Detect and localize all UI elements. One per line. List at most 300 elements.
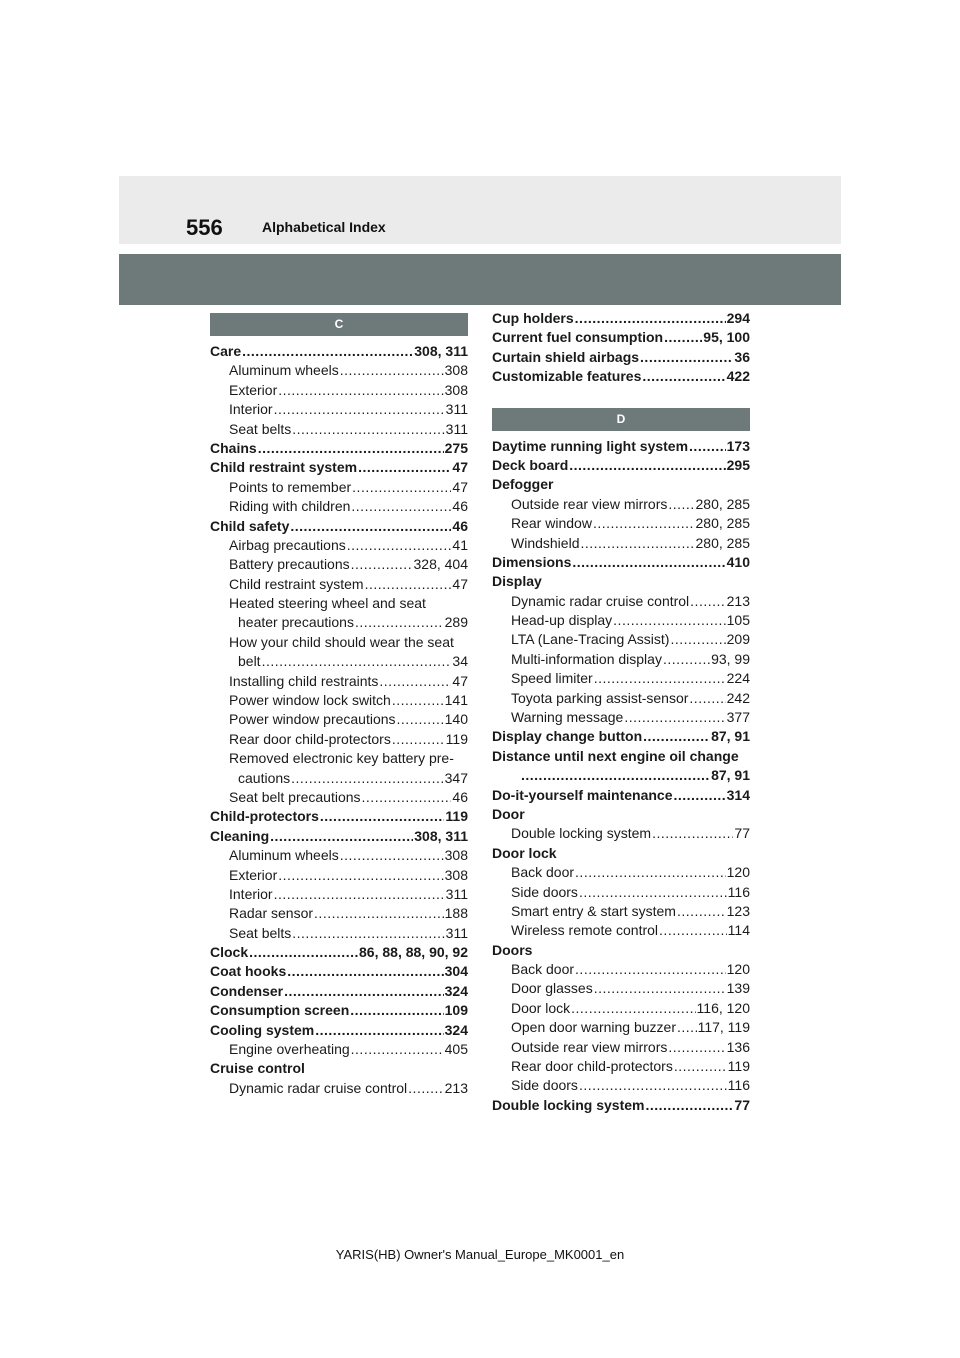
index-entry-pages: 311	[445, 885, 468, 902]
index-entry-pages: 347	[444, 769, 468, 786]
index-entry-label: Double locking system	[511, 825, 652, 842]
index-entry-label: Smart entry & start system	[511, 902, 676, 919]
dot-leader	[670, 630, 725, 649]
dot-leader	[652, 824, 733, 843]
dot-leader	[358, 458, 451, 477]
index-entry	[210, 536, 468, 555]
dot-leader	[579, 1076, 727, 1095]
dot-leader	[668, 1038, 725, 1057]
index-entry	[210, 1040, 468, 1059]
index-entry-label: Warning message	[511, 709, 624, 726]
index-entry	[492, 980, 750, 999]
index-letter-heading: D	[492, 408, 750, 431]
index-entry	[210, 381, 468, 400]
index-entry	[210, 963, 468, 982]
dot-leader	[674, 1057, 727, 1076]
index-entry	[210, 769, 468, 788]
header-band	[119, 254, 841, 305]
dot-leader	[270, 827, 413, 846]
index-entry-pages: 308, 311	[414, 827, 468, 844]
index-entry	[492, 669, 750, 688]
index-entry-label: Aluminum wheels	[229, 847, 339, 864]
index-entry-label: Seat belts	[229, 420, 292, 437]
index-entry	[492, 941, 750, 960]
index-entry	[210, 575, 468, 594]
index-entry-pages: 119	[445, 730, 468, 747]
dot-leader	[521, 766, 710, 785]
index-entry-pages: 116	[727, 1077, 750, 1094]
index-entry-label: Dynamic radar cruise control	[511, 592, 690, 609]
index-entry	[492, 824, 750, 843]
dot-leader	[668, 495, 694, 514]
dot-leader	[575, 863, 726, 882]
index-entry	[492, 747, 750, 766]
index-entry-pages: 46	[452, 517, 468, 534]
index-entry	[210, 982, 468, 1001]
index-entry	[492, 1018, 750, 1037]
index-entry-pages: 213	[726, 592, 750, 609]
index-entry-label: Seat belt precautions	[229, 788, 361, 805]
dot-leader	[580, 534, 694, 553]
index-entry-pages: 280, 285	[695, 515, 750, 532]
dot-leader	[292, 420, 444, 439]
index-entry-pages: 141	[444, 692, 468, 709]
dot-leader	[315, 1021, 443, 1040]
dot-leader	[278, 381, 443, 400]
dot-leader	[278, 866, 443, 885]
index-entry-label: Deck board	[492, 456, 569, 473]
index-entry	[210, 439, 468, 458]
index-entry-pages: 34	[452, 653, 468, 670]
dot-leader	[690, 592, 725, 611]
dot-leader	[320, 807, 445, 826]
index-entry-label: Door lock	[511, 999, 571, 1016]
index-gap	[492, 387, 750, 408]
dot-leader	[292, 924, 444, 943]
index-entry-pages: 209	[726, 631, 750, 648]
index-entry	[492, 766, 750, 785]
index-entry	[492, 650, 750, 669]
dot-leader	[314, 904, 444, 923]
index-entry-label: Speed limiter	[511, 670, 593, 687]
index-entry	[210, 361, 468, 380]
index-entry-label: Cooling system	[210, 1021, 315, 1038]
dot-leader	[642, 367, 725, 386]
index-entry-label: Do-it-yourself maintenance	[492, 786, 673, 803]
index-entry-label: Side doors	[511, 1077, 578, 1094]
index-entry-label: Child restraint system	[210, 459, 358, 476]
index-entry-label: Dimensions	[492, 553, 572, 570]
index-entry	[210, 652, 468, 671]
dot-leader	[392, 730, 445, 749]
index-entry	[492, 1096, 750, 1115]
index-entry-pages: 280, 285	[695, 534, 750, 551]
index-entry-label: Door glasses	[511, 980, 593, 997]
index-entry	[210, 517, 468, 536]
index-entry-label: Cleaning	[210, 827, 270, 844]
index-entry-label: Double locking system	[492, 1096, 645, 1113]
index-entry	[492, 534, 750, 553]
index-entry-pages: 116	[727, 883, 750, 900]
index-entry-pages: 46	[452, 788, 468, 805]
index-entry-label: heater precautions	[238, 614, 354, 631]
dot-leader	[624, 708, 725, 727]
dot-leader	[340, 846, 444, 865]
index-entry-pages: 377	[726, 709, 750, 726]
index-entry	[492, 572, 750, 591]
dot-leader	[575, 309, 726, 328]
index-entry-pages: 188	[444, 905, 468, 922]
index-entry-label: Cup holders	[492, 309, 574, 326]
dot-leader	[351, 555, 413, 574]
index-entry-pages: 119	[445, 808, 468, 825]
index-entry-pages: 328, 404	[413, 556, 468, 573]
index-entry-pages: 109	[444, 1002, 468, 1019]
index-entry	[210, 807, 468, 826]
dot-leader	[689, 437, 726, 456]
index-entry-pages: 114	[727, 922, 750, 939]
dot-leader	[613, 611, 725, 630]
index-entry-label: Clock	[210, 944, 249, 961]
index-entry-label: Door lock	[492, 844, 557, 861]
index-entry-label: Wireless remote control	[511, 922, 659, 939]
index-entry	[210, 672, 468, 691]
index-entry-pages: 47	[452, 459, 468, 476]
index-entry-pages: 36	[734, 348, 750, 365]
index-entry-pages: 295	[726, 456, 750, 473]
index-entry-pages: 308	[444, 847, 468, 864]
index-entry	[210, 866, 468, 885]
index-entry-pages: 139	[726, 980, 750, 997]
index-entry-label: Chains	[210, 439, 257, 456]
dot-leader	[258, 439, 444, 458]
dot-leader	[242, 342, 413, 361]
index-entry	[210, 691, 468, 710]
index-entry-label: Care	[210, 342, 242, 359]
index-entry-pages: 41	[452, 536, 468, 553]
index-entry	[210, 788, 468, 807]
dot-leader	[340, 361, 444, 380]
index-entry-label: Doors	[492, 941, 533, 958]
index-entry-label: Child-protectors	[210, 808, 319, 825]
index-entry-label: Toyota parking assist-sensor	[511, 689, 689, 706]
index-entry	[210, 497, 468, 516]
index-entry-pages: 311	[445, 401, 468, 418]
index-entry-label: Exterior	[229, 866, 278, 883]
index-entry	[492, 863, 750, 882]
index-entry-label: Outside rear view mirrors	[511, 1038, 668, 1055]
index-entry-pages: 47	[452, 575, 468, 592]
dot-leader	[347, 536, 452, 555]
index-entry-label: Windshield	[511, 534, 580, 551]
dot-leader	[659, 921, 727, 940]
index-entry-pages: 173	[726, 437, 750, 454]
index-entry-label: Defogger	[492, 476, 554, 493]
index-entry	[210, 924, 468, 943]
index-entry-pages: 77	[734, 1096, 750, 1113]
index-entry-label: Outside rear view mirrors	[511, 495, 668, 512]
index-entry-label: Customizable features	[492, 368, 642, 385]
index-entry-pages: 405	[444, 1041, 468, 1058]
index-entry-pages: 123	[726, 902, 750, 919]
index-entry	[210, 885, 468, 904]
index-entry	[492, 805, 750, 824]
dot-leader	[569, 456, 725, 475]
dot-leader	[645, 1096, 733, 1115]
index-entry-label: Dynamic radar cruise control	[229, 1079, 408, 1096]
dot-leader	[274, 400, 445, 419]
dot-leader	[579, 883, 727, 902]
index-entry	[492, 309, 750, 328]
index-entry-label: Display	[492, 573, 542, 590]
index-entry	[492, 553, 750, 572]
index-entry	[492, 592, 750, 611]
index-entry-pages: 105	[726, 612, 750, 629]
index-entry-pages: 116, 120	[696, 999, 750, 1016]
index-entry	[210, 342, 468, 361]
index-column-right	[492, 309, 750, 1115]
index-entry-label: Interior	[229, 401, 273, 418]
dot-leader	[379, 672, 451, 691]
index-entry-label: Radar sensor	[229, 905, 314, 922]
index-entry	[210, 846, 468, 865]
index-entry-label: Power window precautions	[229, 711, 396, 728]
index-entry-pages: 410	[726, 553, 750, 570]
index-entry-label: Interior	[229, 885, 273, 902]
index-entry	[492, 1038, 750, 1057]
index-entry-pages: 224	[726, 670, 750, 687]
index-entry-label: Multi-information display	[511, 650, 662, 667]
index-entry	[492, 960, 750, 979]
index-entry-label: Side doors	[511, 883, 578, 900]
dot-leader	[594, 669, 726, 688]
dot-leader	[291, 769, 443, 788]
index-entry-label: Curtain shield airbags	[492, 348, 640, 365]
dot-leader	[274, 885, 445, 904]
index-entry-label: Heated steering wheel and seat	[229, 595, 426, 612]
index-entry	[492, 844, 750, 863]
dot-leader	[355, 613, 444, 632]
dot-leader	[593, 514, 695, 533]
index-entry	[210, 400, 468, 419]
dot-leader	[392, 691, 444, 710]
dot-leader	[365, 575, 452, 594]
index-entry-pages: 422	[726, 368, 750, 385]
index-entry-pages: 275	[444, 439, 468, 456]
index-entry	[492, 367, 750, 386]
index-entry-label: Riding with children	[229, 498, 351, 515]
index-entry-pages: 95, 100	[703, 329, 750, 346]
index-entry	[210, 1021, 468, 1040]
index-entry	[492, 921, 750, 940]
dot-leader	[362, 788, 452, 807]
index-entry	[492, 611, 750, 630]
index-entry	[210, 478, 468, 497]
index-entry-pages: 46	[452, 498, 468, 515]
index-entry-pages: 136	[726, 1038, 750, 1055]
index-entry-label: Open door warning buzzer	[511, 1019, 676, 1036]
index-entry-pages: 280, 285	[695, 495, 750, 512]
dot-leader	[397, 710, 444, 729]
index-entry-pages: 308	[444, 381, 468, 398]
dot-leader	[572, 553, 725, 572]
index-entry-label: Airbag precautions	[229, 536, 346, 553]
index-entry-label: Head-up display	[511, 612, 613, 629]
section-title: Alphabetical Index	[262, 219, 386, 235]
index-entry-label: Seat belts	[229, 924, 292, 941]
index-entry	[492, 1076, 750, 1095]
index-entry-pages: 120	[726, 864, 750, 881]
index-entry	[492, 475, 750, 494]
index-entry-pages: 87, 91	[711, 728, 750, 745]
index-entry	[210, 904, 468, 923]
index-entry	[210, 730, 468, 749]
index-entry	[210, 420, 468, 439]
index-entry-pages: 87, 91	[711, 767, 750, 784]
index-entry-label: Rear window	[511, 515, 592, 532]
index-entry	[210, 633, 468, 652]
dot-leader	[664, 328, 702, 347]
dot-leader	[350, 1001, 443, 1020]
dot-leader	[575, 960, 726, 979]
index-entry-label: Points to remember	[229, 478, 352, 495]
index-entry	[492, 786, 750, 805]
dot-leader	[640, 348, 733, 367]
index-entry-pages: 308, 311	[414, 342, 468, 359]
index-entry-pages: 304	[444, 963, 468, 980]
index-letter-heading: C	[210, 313, 468, 336]
index-entry-pages: 311	[445, 420, 468, 437]
index-entry-pages: 140	[444, 711, 468, 728]
index-entry	[492, 883, 750, 902]
index-entry-pages: 86, 88, 88, 90, 92	[359, 944, 468, 961]
index-entry	[210, 943, 468, 962]
index-entry-label: Rear door child-protectors	[511, 1058, 673, 1075]
dot-leader	[351, 1040, 444, 1059]
index-entry	[492, 456, 750, 475]
index-entry-label: Distance until next engine oil change	[492, 747, 739, 764]
index-entry-label: Back door	[511, 864, 575, 881]
index-entry-label: Door	[492, 805, 525, 822]
index-column-left	[210, 313, 468, 1098]
index-entry-pages: 47	[452, 672, 468, 689]
dot-leader	[677, 1018, 697, 1037]
index-entry-label: How your child should wear the seat	[229, 633, 454, 650]
dot-leader	[663, 650, 710, 669]
dot-leader	[290, 517, 451, 536]
index-entry-label: Consumption screen	[210, 1002, 350, 1019]
index-entry-label: Cruise control	[210, 1060, 305, 1077]
index-entry	[210, 458, 468, 477]
index-entry-label: Coat hooks	[210, 963, 287, 980]
index-entry	[210, 594, 468, 613]
index-entry-label: Aluminum wheels	[229, 362, 339, 379]
index-entry-pages: 289	[444, 614, 468, 631]
index-entry-label: Child restraint system	[229, 575, 364, 592]
index-entry-label: Exterior	[229, 381, 278, 398]
index-entry-label: LTA (Lane-Tracing Assist)	[511, 631, 670, 648]
index-entry-pages: 213	[444, 1079, 468, 1096]
dot-leader	[689, 689, 725, 708]
index-entry	[492, 514, 750, 533]
index-entry-pages: 308	[444, 362, 468, 379]
index-entry	[492, 1057, 750, 1076]
index-entry	[210, 827, 468, 846]
page-header	[119, 176, 841, 244]
dot-leader	[571, 999, 695, 1018]
dot-leader	[594, 980, 726, 999]
footer-manual-id: YARIS(HB) Owner's Manual_Europe_MK0001_en	[335, 1247, 625, 1262]
index-entry-label: cautions	[238, 769, 291, 786]
dot-leader	[351, 497, 451, 516]
index-entry-pages: 242	[726, 689, 750, 706]
index-entry	[210, 555, 468, 574]
index-entry-pages: 294	[726, 309, 750, 326]
page-number: 556	[186, 215, 223, 240]
index-entry	[492, 437, 750, 456]
dot-leader	[408, 1079, 443, 1098]
index-entry-label: Back door	[511, 961, 575, 978]
dot-leader	[287, 963, 443, 982]
index-entry-label: Battery precautions	[229, 556, 350, 573]
index-entry-label: Daytime running light system	[492, 437, 689, 454]
index-entry-pages: 311	[445, 924, 468, 941]
dot-leader	[249, 943, 358, 962]
index-entry-label: Removed electronic key battery pre-	[229, 750, 454, 767]
index-entry	[210, 1059, 468, 1078]
index-entry-pages: 77	[734, 825, 750, 842]
index-entry	[210, 1079, 468, 1098]
index-entry-pages: 324	[444, 1021, 468, 1038]
dot-leader	[673, 786, 725, 805]
index-entry	[492, 689, 750, 708]
index-entry-pages: 314	[726, 786, 750, 803]
index-entry-pages: 117, 119	[697, 1019, 750, 1036]
index-entry	[492, 328, 750, 347]
dot-leader	[352, 478, 451, 497]
index-entry-pages: 93, 99	[711, 650, 750, 667]
index-entry-label: Child safety	[210, 517, 290, 534]
index-entry-label: Current fuel consumption	[492, 329, 664, 346]
index-entry-pages: 324	[444, 982, 468, 999]
index-entry	[210, 1001, 468, 1020]
index-entry	[210, 749, 468, 768]
dot-leader	[643, 727, 710, 746]
index-entry-label: Engine overheating	[229, 1041, 350, 1058]
index-entry-pages: 119	[727, 1058, 750, 1075]
index-entry	[492, 495, 750, 514]
dot-leader	[284, 982, 444, 1001]
index-entry-label: Condenser	[210, 982, 284, 999]
index-entry	[210, 710, 468, 729]
index-entry	[492, 902, 750, 921]
index-entry-label: belt	[238, 653, 261, 670]
index-entry	[492, 630, 750, 649]
index-entry-pages: 120	[726, 961, 750, 978]
index-entry-label: Installing child restraints	[229, 672, 379, 689]
index-entry-label: Display change button	[492, 728, 643, 745]
index-entry	[492, 348, 750, 367]
index-entry-label: Power window lock switch	[229, 692, 391, 709]
index-entry	[492, 727, 750, 746]
index-entry-label: Rear door child-protectors	[229, 730, 391, 747]
index-entry	[492, 999, 750, 1018]
index-entry	[210, 613, 468, 632]
dot-leader	[262, 652, 452, 671]
index-entry-pages: 47	[452, 478, 468, 495]
index-entry	[492, 708, 750, 727]
dot-leader	[677, 902, 726, 921]
